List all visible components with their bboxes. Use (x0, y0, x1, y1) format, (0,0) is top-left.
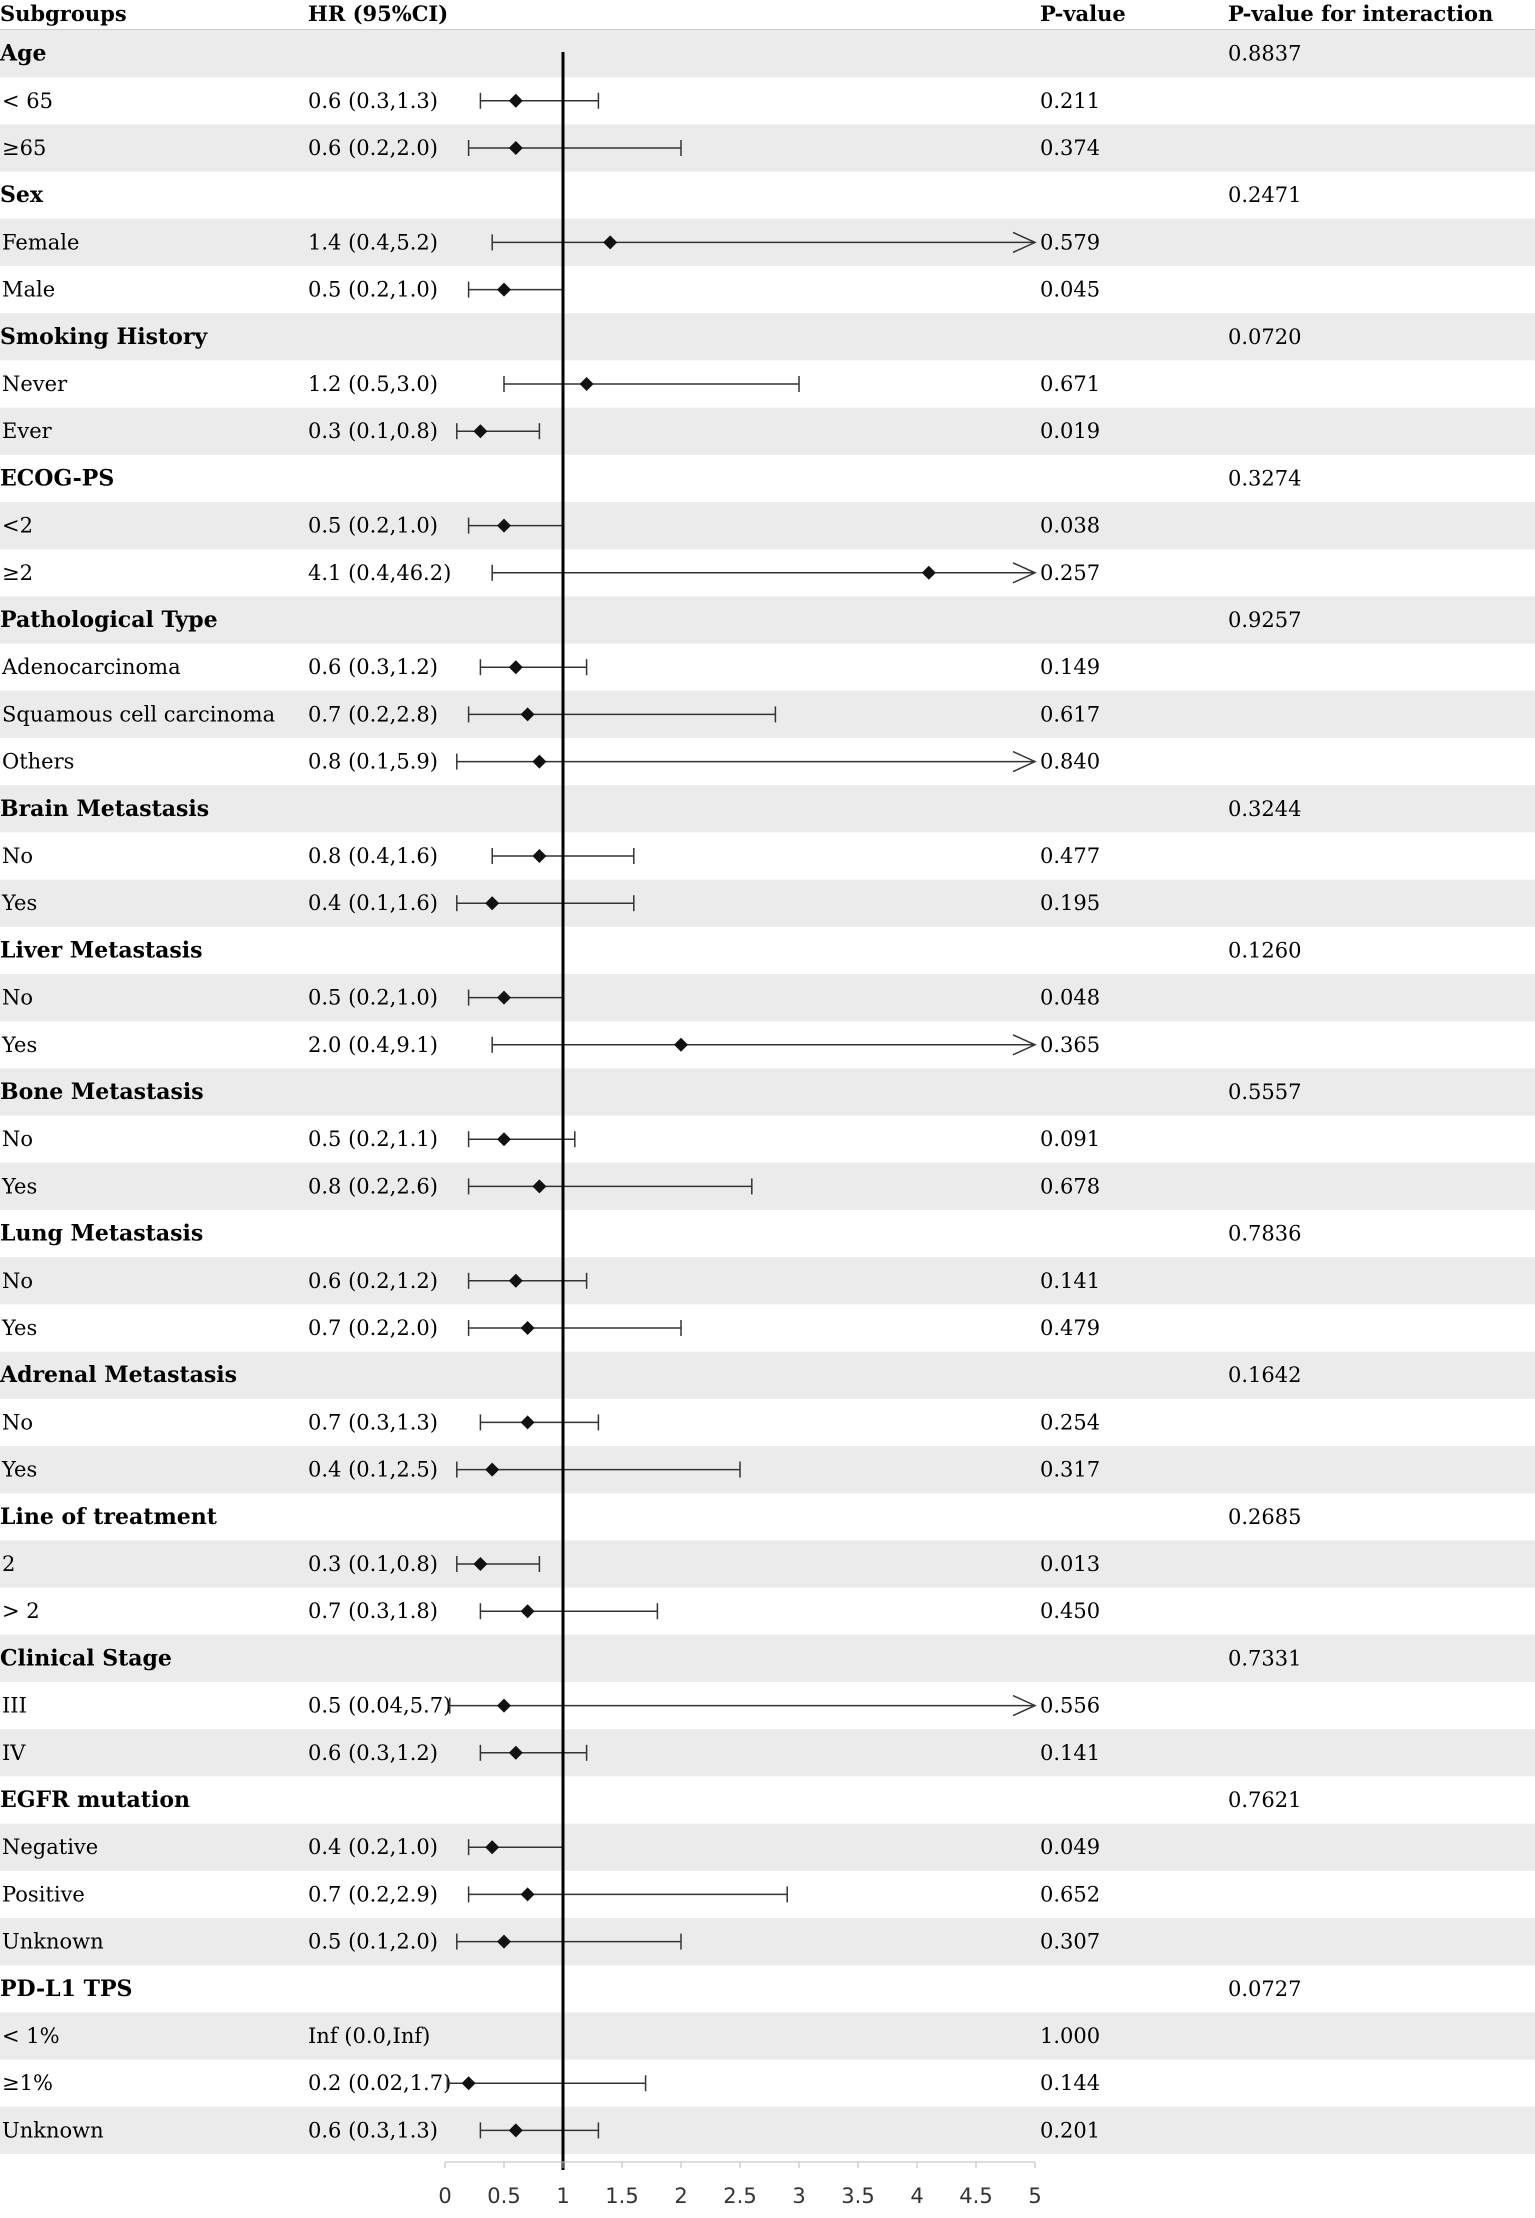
row-band (0, 974, 1535, 1021)
subgroup-label: ≥2 (2, 560, 33, 585)
hr-ci-text: 0.5 (0.2,1.1) (308, 1127, 438, 1152)
hr-ci-text: 0.6 (0.3,1.2) (308, 655, 438, 680)
interaction-pvalue: 0.9257 (1228, 608, 1302, 632)
p-value: 0.477 (1040, 844, 1101, 868)
p-value: 0.556 (1040, 1693, 1101, 1718)
subgroup-label: Yes (2, 1174, 38, 1199)
group-label: Line of treatment (0, 1503, 217, 1530)
interaction-pvalue: 0.1642 (1228, 1363, 1302, 1388)
hr-point (674, 1038, 688, 1052)
header-interaction: P-value for interaction (1228, 1, 1494, 26)
row-band (0, 785, 1535, 832)
hr-point (497, 1699, 511, 1713)
subgroup-label: IV (2, 1740, 26, 1765)
p-value: 0.374 (1040, 136, 1101, 160)
hr-ci-text: 1.4 (0.4,5.2) (308, 230, 438, 255)
subgroup-label: ≥65 (2, 136, 47, 160)
row-band (0, 313, 1535, 360)
header-pvalue: P-value (1040, 1, 1126, 26)
row-band (0, 1918, 1535, 1965)
group-label: PD-L1 TPS (0, 1975, 133, 2002)
subgroup-label: Never (2, 372, 68, 396)
hr-ci-text: 0.7 (0.2,2.9) (308, 1882, 438, 1907)
hr-point (580, 377, 594, 391)
subgroup-label: Ever (2, 419, 52, 444)
subgroup-label: No (2, 1268, 34, 1293)
hr-ci-text: 0.5 (0.2,1.0) (308, 277, 438, 302)
subgroup-label: Adenocarcinoma (2, 655, 181, 680)
p-value: 0.671 (1040, 372, 1101, 396)
p-value: 0.840 (1040, 749, 1101, 774)
hr-point (922, 566, 936, 580)
group-label: Adrenal Metastasis (0, 1362, 238, 1389)
subgroup-label: Yes (2, 1032, 38, 1057)
group-label: EGFR mutation (0, 1787, 190, 1813)
x-tick-label: 2 (674, 2184, 688, 2208)
hr-ci-text: 0.5 (0.2,1.0) (308, 513, 438, 538)
x-tick-label: 1.5 (605, 2184, 639, 2208)
p-value: 0.045 (1040, 277, 1101, 302)
subgroup-label: Yes (2, 1457, 38, 1482)
hr-ci-text: 0.7 (0.3,1.8) (308, 1599, 438, 1624)
hr-ci-text: 0.7 (0.2,2.8) (308, 702, 438, 727)
subgroup-label: Squamous cell carcinoma (2, 702, 276, 727)
subgroup-label: No (2, 1127, 34, 1152)
row-band (0, 1635, 1535, 1682)
p-value: 0.211 (1040, 88, 1101, 113)
group-label: Age (0, 40, 47, 67)
row-bands (0, 30, 1535, 2154)
hr-ci-text: 0.3 (0.1,0.8) (308, 419, 438, 444)
p-value: 0.317 (1040, 1457, 1101, 1482)
row-band (0, 124, 1535, 171)
subgroup-label: > 2 (2, 1599, 40, 1624)
group-label: Clinical Stage (0, 1645, 172, 1672)
x-tick-label: 2.5 (723, 2184, 757, 2208)
hr-ci-text: 2.0 (0.4,9.1) (308, 1032, 438, 1057)
subgroup-label: Negative (2, 1835, 99, 1860)
hr-ci-text: 0.4 (0.1,2.5) (308, 1457, 438, 1482)
group-label: Pathological Type (0, 607, 218, 633)
hr-ci-text: 0.5 (0.2,1.0) (308, 985, 438, 1010)
hr-point (462, 2076, 476, 2090)
p-value: 0.652 (1040, 1882, 1101, 1907)
subgroup-label: <2 (2, 513, 33, 538)
hr-ci-text: 0.7 (0.3,1.3) (308, 1410, 438, 1435)
interaction-pvalue: 0.7331 (1228, 1646, 1302, 1671)
interaction-pvalue: 0.3244 (1228, 796, 1302, 821)
hr-point (521, 1887, 535, 1901)
hr-ci-text: 0.5 (0.1,2.0) (308, 1929, 438, 1954)
hr-ci-text: 0.5 (0.04,5.7) (308, 1693, 452, 1718)
subgroup-label: ≥1% (2, 2071, 53, 2096)
p-value: 0.091 (1040, 1127, 1101, 1152)
interaction-pvalue: 0.5557 (1228, 1080, 1302, 1104)
interaction-pvalue: 0.7621 (1228, 1788, 1302, 1812)
interaction-pvalue: 0.0727 (1228, 1976, 1302, 2001)
hr-ci-text: 0.2 (0.02,1.7) (308, 2071, 452, 2096)
p-value: 0.141 (1040, 1740, 1101, 1765)
group-label: Liver Metastasis (0, 937, 203, 964)
interaction-pvalue: 0.3274 (1228, 466, 1302, 491)
p-value: 0.307 (1040, 1929, 1101, 1954)
p-value: 0.048 (1040, 985, 1101, 1010)
interaction-pvalue: 0.2471 (1228, 183, 1302, 208)
p-value: 0.678 (1040, 1174, 1101, 1199)
row-band (0, 880, 1535, 927)
header-subgroups: Subgroups (0, 1, 127, 26)
row-band (0, 2012, 1535, 2059)
x-tick-label: 3.5 (841, 2184, 875, 2208)
hr-point (497, 283, 511, 297)
x-tick-label: 4.5 (959, 2184, 993, 2208)
p-value: 0.450 (1040, 1599, 1101, 1624)
p-value: 0.013 (1040, 1552, 1101, 1576)
hr-ci-text: 0.8 (0.2,2.6) (308, 1174, 438, 1199)
row-band (0, 1068, 1535, 1115)
interaction-pvalue: 0.0720 (1228, 324, 1302, 349)
row-band (0, 1163, 1535, 1210)
hr-ci-text: 4.1 (0.4,46.2) (308, 560, 452, 585)
subgroup-label: Yes (2, 1316, 38, 1340)
group-label: Smoking History (0, 323, 208, 350)
group-label: Lung Metastasis (0, 1220, 204, 1247)
subgroup-label: Unknown (2, 2118, 104, 2143)
group-label: Bone Metastasis (0, 1079, 204, 1105)
p-value: 0.141 (1040, 1268, 1101, 1293)
subgroup-label: Male (2, 277, 56, 302)
p-value: 0.019 (1040, 419, 1101, 444)
hr-point (532, 849, 546, 863)
hr-ci-text: 0.6 (0.2,1.2) (308, 1268, 438, 1293)
interaction-pvalue: 0.2685 (1228, 1504, 1302, 1529)
subgroup-label: Positive (2, 1882, 85, 1907)
interaction-pvalue: 0.8837 (1228, 41, 1302, 66)
group-label: Sex (0, 182, 44, 209)
subgroup-label: III (2, 1693, 27, 1718)
hr-point (532, 755, 546, 769)
hr-point (509, 660, 523, 674)
subgroup-label: No (2, 985, 34, 1010)
row-band (0, 408, 1535, 455)
subgroup-label: No (2, 1410, 34, 1435)
interaction-pvalue: 0.1260 (1228, 938, 1302, 963)
hr-point (521, 1321, 535, 1335)
p-value: 0.195 (1040, 891, 1101, 916)
p-value: 0.149 (1040, 655, 1101, 680)
x-tick-label: 5 (1028, 2184, 1042, 2208)
row-band (0, 596, 1535, 643)
p-value: 0.254 (1040, 1410, 1101, 1435)
hr-ci-text: 0.7 (0.2,2.0) (308, 1316, 438, 1340)
hr-ci-text: 0.8 (0.4,1.6) (308, 844, 438, 868)
subgroup-label: < 1% (2, 2024, 60, 2048)
p-value: 0.579 (1040, 230, 1101, 255)
p-value: 0.201 (1040, 2118, 1101, 2143)
p-value: 0.257 (1040, 560, 1101, 585)
subgroup-label: 2 (2, 1552, 16, 1576)
row-band (0, 1824, 1535, 1871)
x-tick-label: 4 (910, 2184, 924, 2208)
group-label: Brain Metastasis (0, 795, 210, 822)
hr-ci-text: Inf (0.0,Inf) (308, 2024, 431, 2048)
row-band (0, 1446, 1535, 1493)
p-value: 0.144 (1040, 2071, 1101, 2096)
hr-ci-text: 0.6 (0.3,1.2) (308, 1740, 438, 1765)
hr-ci-text: 0.3 (0.1,0.8) (308, 1552, 438, 1576)
hr-point (521, 1415, 535, 1429)
interaction-pvalue: 0.7836 (1228, 1221, 1302, 1246)
header-hr: HR (95%CI) (308, 1, 449, 26)
hr-ci-text: 0.6 (0.3,1.3) (308, 2118, 438, 2143)
row-band (0, 2107, 1535, 2154)
subgroup-label: Yes (2, 891, 38, 916)
subgroup-label: No (2, 844, 34, 868)
p-value: 0.049 (1040, 1835, 1101, 1860)
row-band (0, 1257, 1535, 1304)
p-value: 1.000 (1040, 2024, 1101, 2048)
x-tick-label: 0.5 (487, 2184, 521, 2208)
row-band (0, 502, 1535, 549)
row-band (0, 1540, 1535, 1587)
hr-ci-text: 0.4 (0.2,1.0) (308, 1835, 438, 1860)
subgroup-label: Unknown (2, 1929, 104, 1954)
subgroup-label: Female (2, 230, 80, 255)
subgroup-label: Others (2, 749, 75, 774)
x-tick-label: 1 (556, 2184, 570, 2208)
hr-ci-text: 0.4 (0.1,1.6) (308, 891, 438, 916)
row-band (0, 30, 1535, 77)
x-axis (438, 2162, 1041, 2208)
p-value: 0.038 (1040, 513, 1101, 538)
x-tick-label: 0 (438, 2184, 452, 2208)
p-value: 0.617 (1040, 702, 1101, 727)
hr-ci-text: 0.6 (0.2,2.0) (308, 136, 438, 160)
hr-point (509, 94, 523, 108)
hr-ci-text: 0.6 (0.3,1.3) (308, 88, 438, 113)
hr-ci-text: 0.8 (0.1,5.9) (308, 749, 438, 774)
row-band (0, 1729, 1535, 1776)
hr-point (521, 1604, 535, 1618)
p-value: 0.365 (1040, 1032, 1101, 1057)
subgroup-label: < 65 (2, 88, 53, 113)
p-value: 0.479 (1040, 1316, 1101, 1340)
hr-point (497, 1132, 511, 1146)
group-label: ECOG-PS (0, 465, 115, 492)
hr-ci-text: 1.2 (0.5,3.0) (308, 372, 438, 396)
x-tick-label: 3 (792, 2184, 806, 2208)
